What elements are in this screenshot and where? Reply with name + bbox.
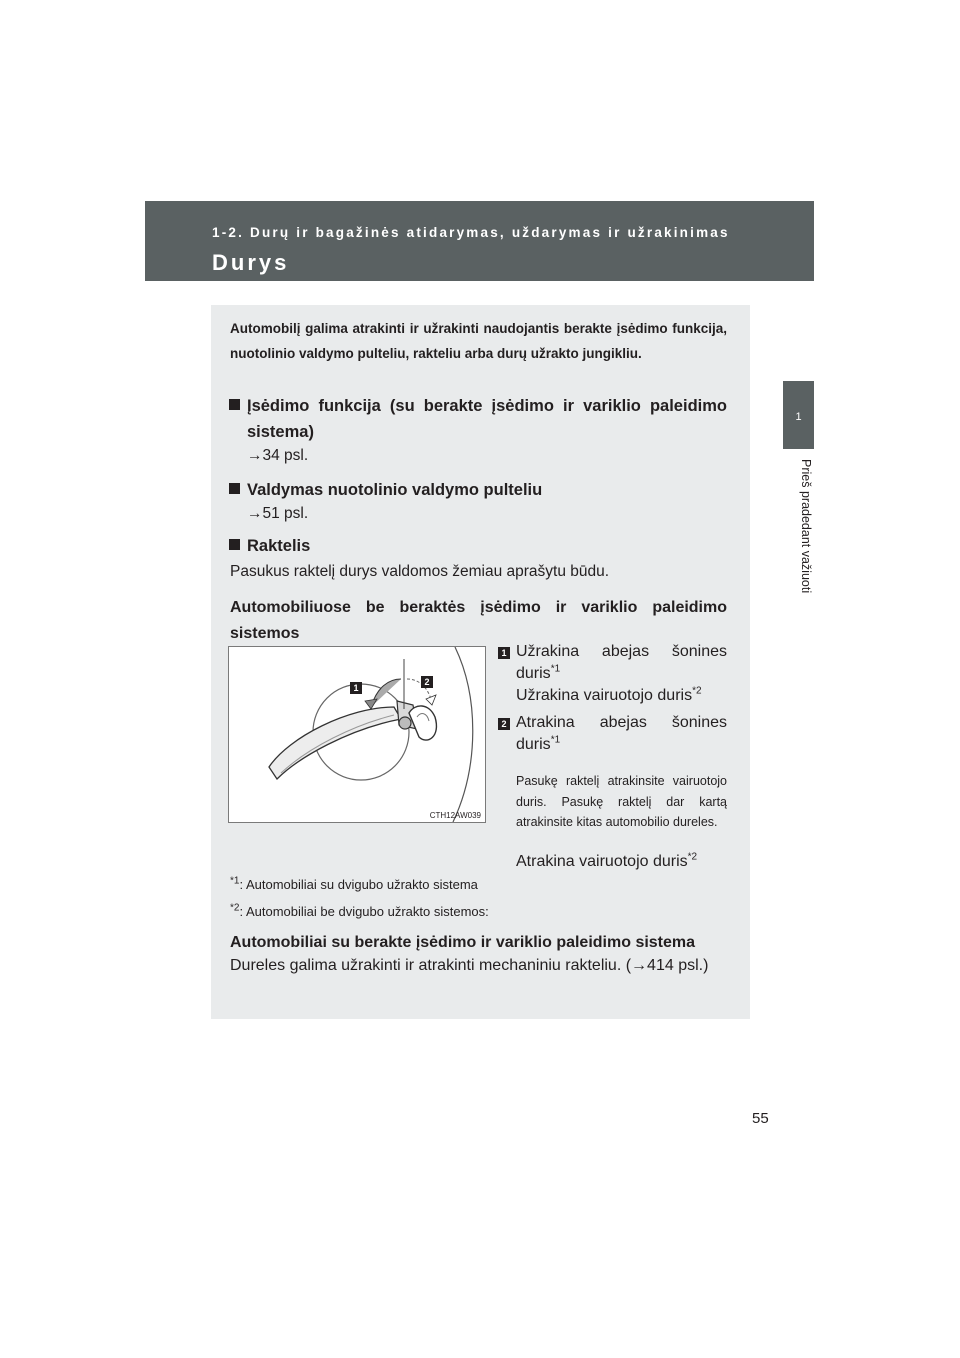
key-description: Pasukus raktelį durys valdomos žemiau aprašytu būdu. bbox=[230, 563, 610, 580]
chapter-tab bbox=[783, 381, 814, 449]
footnote-1: $^{*1}$: Automobiliai su dvigubo užrakto sistema bbox=[230, 875, 478, 892]
mechanical-key-paragraph: Dureles galima užrakinti ir atrakinti mechaniniu rakteliu. (→414 psl.) bbox=[230, 957, 709, 974]
key-turn-illustration bbox=[228, 646, 486, 823]
section-marker bbox=[229, 533, 245, 559]
callout-1: 1 bbox=[350, 682, 362, 694]
item2-note: Pasukę raktelį atrakinsite vairuotojo duris. Pasukę raktelį dar kartą atrakinsite kitas automobilio dureles. bbox=[516, 774, 727, 829]
square-bullet-icon bbox=[229, 399, 240, 410]
callout-2: 2 bbox=[421, 676, 433, 688]
item1-line1: Užrakina abejas šonines bbox=[516, 643, 727, 660]
content-panel bbox=[211, 305, 750, 1019]
subheading-without-system: Automobiliuose be beraktės įsėdimo ir variklio paleidimo sistemos bbox=[230, 599, 727, 642]
item2-line2: duris$^{*1}$ bbox=[516, 734, 561, 753]
page-reference: →51 psl. bbox=[247, 505, 309, 522]
page-reference: →34 psl. bbox=[247, 447, 309, 464]
section-heading-key: Raktelis bbox=[247, 537, 311, 555]
item1-line2: duris$^{*1}$ bbox=[516, 663, 561, 682]
section-heading-entry: Įsėdimo funkcija (su berakte įsėdimo ir variklio paleidimo sistema) bbox=[247, 397, 727, 441]
figure-code: CTH12AW039 bbox=[429, 811, 481, 820]
subheading-with-system: Automobiliai su berakte įsėdimo ir variklio paleidimo sistema bbox=[230, 934, 696, 951]
item-number-2: 2 bbox=[498, 718, 510, 730]
door-handle-drawing bbox=[229, 647, 485, 822]
page-number: 55 bbox=[752, 1110, 769, 1127]
chapter-tab-number: 1 bbox=[795, 411, 802, 423]
intro-paragraph: Automobilį galima atrakinti ir užrakinti naudojantis berakte įsėdimo funkcija, nuotolinio valdymo pulteliu, rakteliu arba durų užrakto jungikliu. bbox=[230, 321, 727, 361]
page-title: Durys bbox=[212, 250, 290, 275]
chapter-tab-label: Prieš pradedant važiuoti bbox=[799, 459, 813, 594]
section-heading-remote: Valdymas nuotolinio valdymo pulteliu bbox=[247, 481, 543, 499]
section-marker bbox=[229, 477, 245, 503]
item2-line1: Atrakina abejas šonines bbox=[516, 714, 727, 731]
section-label: 1-2. Durų ir bagažinės atidarymas, uždarymas ir užrakinimas bbox=[212, 225, 730, 240]
square-bullet-icon bbox=[229, 483, 240, 494]
item1-line3: Užrakina vairuotojo duris$^{*2}$ bbox=[516, 685, 702, 704]
square-bullet-icon bbox=[229, 539, 240, 550]
item-number-1: 1 bbox=[498, 647, 510, 659]
footnote-2: $^{*2}$: Automobiliai be dvigubo užrakto sistemos: bbox=[230, 902, 489, 919]
item2-extra: Atrakina vairuotojo duris$^{*2}$ bbox=[516, 851, 698, 870]
section-marker bbox=[229, 393, 245, 419]
chapter-header-band bbox=[145, 201, 814, 281]
